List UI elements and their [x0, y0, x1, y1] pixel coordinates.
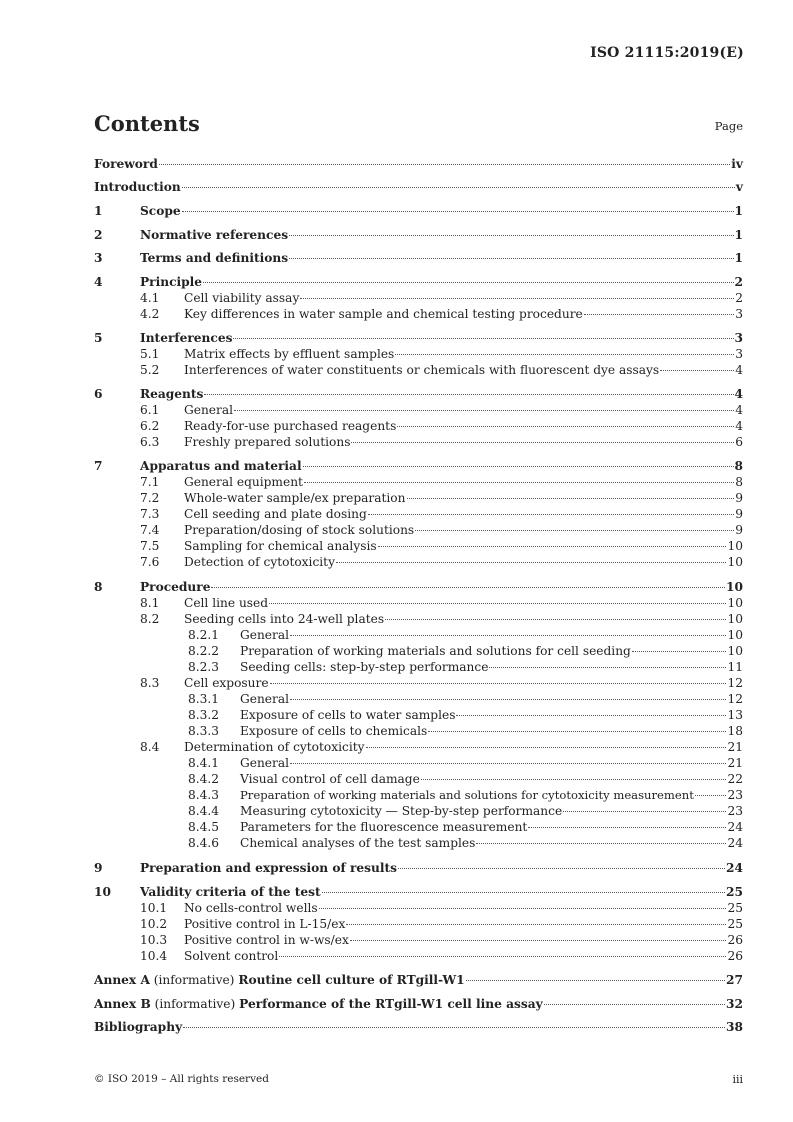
toc-entry-page: 4 — [734, 387, 743, 401]
toc-entry-10-2[interactable] — [94, 916, 743, 932]
toc-entry-page: 2 — [734, 275, 743, 289]
toc-entry-number: 5.1 — [140, 347, 160, 361]
toc-entry-principle[interactable] — [94, 274, 743, 290]
toc-entry-page: 4 — [735, 363, 743, 377]
toc-entry-page: 8 — [735, 475, 743, 489]
toc-entry-number: 8.3.2 — [188, 708, 220, 722]
toc-entry-title: Measuring cytotoxicity — Step-by-step performance — [240, 804, 563, 818]
toc-entry-6-2[interactable] — [94, 418, 743, 434]
toc-entry-number: 8 — [94, 580, 103, 594]
toc-entry-title: Terms and definitions — [140, 251, 289, 265]
toc-entry-title: Cell exposure — [184, 676, 269, 690]
toc-entry-number: 10.2 — [140, 917, 168, 931]
toc-entry-number: 8.4 — [140, 740, 160, 754]
toc-entry-title: Preparation of working materials and solutions for cytotoxicity measurement — [240, 788, 694, 802]
toc-entry-number: 4.1 — [140, 291, 160, 305]
copyright-notice: © ISO 2019 – All rights reserved — [94, 1073, 269, 1085]
toc-entry-normative-references[interactable] — [94, 227, 743, 243]
toc-entry-page: 12 — [727, 676, 743, 690]
toc-entry-number: 3 — [94, 251, 103, 265]
toc-entry-title: Cell seeding and plate dosing — [184, 507, 367, 521]
toc-entry-page: 9 — [735, 491, 743, 505]
toc-entry-page: 22 — [727, 772, 743, 786]
toc-entry-title: Whole-water sample/ex preparation — [184, 491, 406, 505]
toc-entry-page: 4 — [735, 403, 743, 417]
toc-entry-page: 25 — [726, 885, 743, 899]
page-column-label: Page — [714, 119, 743, 133]
toc-entry-8-1[interactable] — [94, 595, 743, 611]
toc-entry-title: Preparation of working materials and solutions for cell seeding — [240, 644, 631, 658]
toc-entry-annex-b[interactable] — [94, 996, 743, 1012]
toc-entry-number: 9 — [94, 861, 103, 875]
toc-entry-number: 8.3.1 — [188, 692, 220, 706]
toc-entry-number: 6.2 — [140, 419, 160, 433]
toc-entry-number: 5.2 — [140, 363, 160, 377]
toc-entry-page: 32 — [726, 997, 743, 1011]
toc-entry-number: 7.6 — [140, 555, 160, 569]
toc-entry-title: Exposure of cells to water samples — [240, 708, 456, 722]
toc-entry-number: 8.2.2 — [188, 644, 220, 658]
toc-entry-title: Visual control of cell damage — [240, 772, 420, 786]
toc-entry-number: 4 — [94, 275, 103, 289]
toc-entry-7-3[interactable] — [94, 506, 743, 522]
toc-entry-title: Introduction — [94, 180, 181, 194]
toc-entry-page: v — [735, 180, 743, 194]
toc-entry-number: 7.4 — [140, 523, 160, 537]
toc-entry-title: Reagents — [140, 387, 204, 401]
toc-entry-title: Performance of the RTgill-W1 cell line assay — [239, 997, 543, 1011]
toc-entry-page: 1 — [734, 204, 743, 218]
toc-entry-title: Procedure — [140, 580, 211, 594]
toc-entry-number: 10.4 — [140, 949, 168, 963]
toc-entry-page: 23 — [727, 804, 743, 818]
toc-entry-5-1[interactable] — [94, 346, 743, 362]
toc-entry-title: Solvent control — [184, 949, 279, 963]
toc-entry-title: Cell line used — [184, 596, 269, 610]
toc-entry-page: 10 — [727, 555, 743, 569]
toc-entry-title: Parameters for the fluorescence measurement — [240, 820, 528, 834]
toc-entry-8-4-2[interactable] — [94, 771, 743, 787]
toc-entry-number: 6.3 — [140, 435, 160, 449]
toc-entry-number: 10.3 — [140, 933, 168, 947]
toc-entry-number: 8.2.3 — [188, 660, 220, 674]
toc-entry-title: No cells-control wells — [184, 901, 318, 915]
toc-entry-number: 8.4.4 — [188, 804, 220, 818]
toc-entry-7-1[interactable] — [94, 474, 743, 490]
toc-entry-page: 11 — [727, 660, 743, 674]
toc-entry-number: 8.1 — [140, 596, 160, 610]
toc-entry-number: 1 — [94, 204, 103, 218]
toc-entry-number: 7.3 — [140, 507, 160, 521]
toc-entry-number: 10.1 — [140, 901, 168, 915]
annex-informative-tag: (informative) — [154, 997, 236, 1011]
toc-entry-number: 8.4.3 — [188, 788, 220, 802]
toc-entry-8-2-2[interactable] — [94, 643, 743, 659]
toc-entry-title: Scope — [140, 204, 181, 218]
toc-entry-8-2[interactable] — [94, 611, 743, 627]
toc-entry-apparatus-and-material[interactable] — [94, 458, 743, 474]
toc-entry-title: Validity criteria of the test — [140, 885, 321, 899]
toc-entry-number: 6.1 — [140, 403, 160, 417]
toc-entry-title: Seeding cells: step-by-step performance — [240, 660, 489, 674]
toc-entry-10-4[interactable] — [94, 948, 743, 964]
toc-entry-8-2-3[interactable] — [94, 659, 743, 675]
toc-entry-title: Interferences of water constituents or chemicals with fluorescent dye assays — [184, 363, 660, 377]
toc-entry-page: 24 — [726, 861, 743, 875]
toc-entry-validity-criteria[interactable] — [94, 884, 743, 900]
toc-entry-page: 27 — [726, 973, 743, 987]
toc-entry-title: Positive control in L-15/ex — [184, 917, 346, 931]
toc-entry-number: 10 — [94, 885, 111, 899]
toc-entry-reagents[interactable] — [94, 386, 743, 402]
toc-entry-page: 1 — [734, 251, 743, 265]
toc-entry-introduction[interactable] — [94, 179, 743, 195]
toc-entry-page: 13 — [727, 708, 743, 722]
toc-entry-title: Chemical analyses of the test samples — [240, 836, 476, 850]
toc-entry-5-2[interactable] — [94, 362, 743, 378]
toc-entry-title: Routine cell culture of RTgill-W1 — [238, 973, 465, 987]
toc-entry-7-6[interactable] — [94, 554, 743, 570]
toc-entry-page: 10 — [727, 628, 743, 642]
toc-entry-preparation-and-expression-of-results[interactable] — [94, 860, 743, 876]
toc-entry-title: Seeding cells into 24-well plates — [184, 612, 385, 626]
toc-entry-8-2-1[interactable] — [94, 627, 743, 643]
page-number: iii — [732, 1073, 743, 1086]
toc-entry-number: 8.2.1 — [188, 628, 220, 642]
toc-entry-title: Sampling for chemical analysis — [184, 539, 377, 553]
toc-entry-page: 10 — [727, 612, 743, 626]
toc-entry-number: 7.5 — [140, 539, 160, 553]
toc-entry-page: 24 — [727, 820, 743, 834]
toc-entry-page: 10 — [726, 580, 743, 594]
toc-entry-foreword[interactable] — [94, 156, 743, 172]
toc-entry-page: 21 — [727, 756, 743, 770]
toc-entry-page: 4 — [735, 419, 743, 433]
toc-entry-page: 26 — [727, 949, 743, 963]
toc-entry-number: 4.2 — [140, 307, 160, 321]
toc-entry-title: Ready-for-use purchased reagents — [184, 419, 397, 433]
toc-entry-6-1[interactable] — [94, 402, 743, 418]
toc-entry-page: 8 — [734, 459, 743, 473]
toc-entry-title: Foreword — [94, 157, 158, 171]
toc-entry-number: 8.3 — [140, 676, 160, 690]
toc-entry-4-1[interactable] — [94, 290, 743, 306]
toc-entry-title: Matrix effects by effluent samples — [184, 347, 395, 361]
toc-entry-number: 5 — [94, 331, 103, 345]
toc-entry-title: Bibliography — [94, 1020, 183, 1034]
toc-entry-number: 8.2 — [140, 612, 160, 626]
toc-entry-scope[interactable] — [94, 203, 743, 219]
annex-label: Annex A — [94, 973, 150, 987]
toc-entry-8-3-3[interactable] — [94, 723, 743, 739]
toc-entry-number: 2 — [94, 228, 103, 242]
toc-entry-title: Key differences in water sample and chemical testing procedure — [184, 307, 583, 321]
toc-entry-page: 10 — [727, 539, 743, 553]
toc-entry-10-3[interactable] — [94, 932, 743, 948]
toc-entry-8-4-4[interactable] — [94, 803, 743, 819]
toc-entry-number: 7 — [94, 459, 103, 473]
toc-entry-page: 10 — [727, 596, 743, 610]
toc-entry-annex-a[interactable] — [94, 972, 743, 988]
toc-entry-7-4[interactable] — [94, 522, 743, 538]
toc-entry-page: 12 — [727, 692, 743, 706]
toc-entry-page: 6 — [735, 435, 743, 449]
toc-entry-procedure[interactable] — [94, 579, 743, 595]
toc-entry-title: General — [240, 692, 289, 706]
toc-entry-bibliography[interactable] — [94, 1019, 743, 1035]
annex-label: Annex B — [94, 997, 151, 1011]
toc-entry-7-2[interactable] — [94, 490, 743, 506]
toc-entry-title: General — [240, 756, 289, 770]
toc-entry-title: Normative references — [140, 228, 289, 242]
toc-entry-number: 6 — [94, 387, 103, 401]
toc-entry-page: 24 — [727, 836, 743, 850]
toc-entry-title: Positive control in w-ws/ex — [184, 933, 349, 947]
toc-entry-title: Freshly prepared solutions — [184, 435, 351, 449]
toc-entry-number: 8.3.3 — [188, 724, 220, 738]
toc-entry-page: 1 — [734, 228, 743, 242]
toc-entry-title: Principle — [140, 275, 203, 289]
toc-entry-page: 21 — [727, 740, 743, 754]
toc-entry-title: Preparation/dosing of stock solutions — [184, 523, 415, 537]
toc-entry-8-3-1[interactable] — [94, 691, 743, 707]
toc-entry-page: 3 — [735, 347, 743, 361]
toc-entry-title: Interferences — [140, 331, 233, 345]
toc-entry-6-3[interactable] — [94, 434, 743, 450]
toc-entry-page: 9 — [735, 507, 743, 521]
toc-entry-interferences[interactable] — [94, 330, 743, 346]
toc-entry-page: 26 — [727, 933, 743, 947]
toc-entry-title: Exposure of cells to chemicals — [240, 724, 428, 738]
toc-entry-8-4-3[interactable] — [94, 787, 743, 803]
toc-entry-number: 8.4.2 — [188, 772, 220, 786]
document-id: ISO 21115:2019(E) — [590, 45, 744, 61]
toc-entry-title: Cell viability assay — [184, 291, 300, 305]
toc-entry-page: 23 — [727, 788, 743, 802]
toc-entry-8-4-1[interactable] — [94, 755, 743, 771]
toc-entry-title: General — [184, 403, 233, 417]
toc-entry-title: Preparation and expression of results — [140, 861, 398, 875]
toc-entry-8-4-5[interactable] — [94, 819, 743, 835]
toc-entry-page: 25 — [727, 901, 743, 915]
toc-entry-number: 8.4.6 — [188, 836, 220, 850]
toc-entry-10-1[interactable] — [94, 900, 743, 916]
toc-entry-8-3[interactable] — [94, 675, 743, 691]
toc-entry-number: 8.4.1 — [188, 756, 220, 770]
toc-entry-8-3-2[interactable] — [94, 707, 743, 723]
toc-entry-title: Determination of cytotoxicity — [184, 740, 365, 754]
toc-entry-8-4[interactable] — [94, 739, 743, 755]
toc-entry-title: General equipment — [184, 475, 303, 489]
toc-entry-page: 10 — [727, 644, 743, 658]
toc-entry-title: General — [240, 628, 289, 642]
toc-entry-page: iv — [731, 157, 743, 171]
annex-informative-tag: (informative) — [153, 973, 235, 987]
toc-entry-4-2[interactable] — [94, 306, 743, 322]
toc-entry-page: 3 — [734, 331, 743, 345]
toc-entry-7-5[interactable] — [94, 538, 743, 554]
toc-entry-page: 25 — [727, 917, 743, 931]
toc-entry-title: Apparatus and material — [140, 459, 302, 473]
toc-entry-8-4-6[interactable] — [94, 835, 743, 851]
toc-entry-title: Detection of cytotoxicity — [184, 555, 335, 569]
toc-entry-terms-and-definitions[interactable] — [94, 250, 743, 266]
toc-entry-number: 7.2 — [140, 491, 160, 505]
toc-entry-number: 7.1 — [140, 475, 160, 489]
toc-entry-page: 38 — [726, 1020, 743, 1034]
toc-entry-page: 18 — [727, 724, 743, 738]
contents-heading: Contents — [94, 111, 200, 136]
toc-entry-number: 8.4.5 — [188, 820, 220, 834]
toc-entry-page: 2 — [735, 291, 743, 305]
toc-entry-page: 3 — [735, 307, 743, 321]
toc-entry-page: 9 — [735, 523, 743, 537]
